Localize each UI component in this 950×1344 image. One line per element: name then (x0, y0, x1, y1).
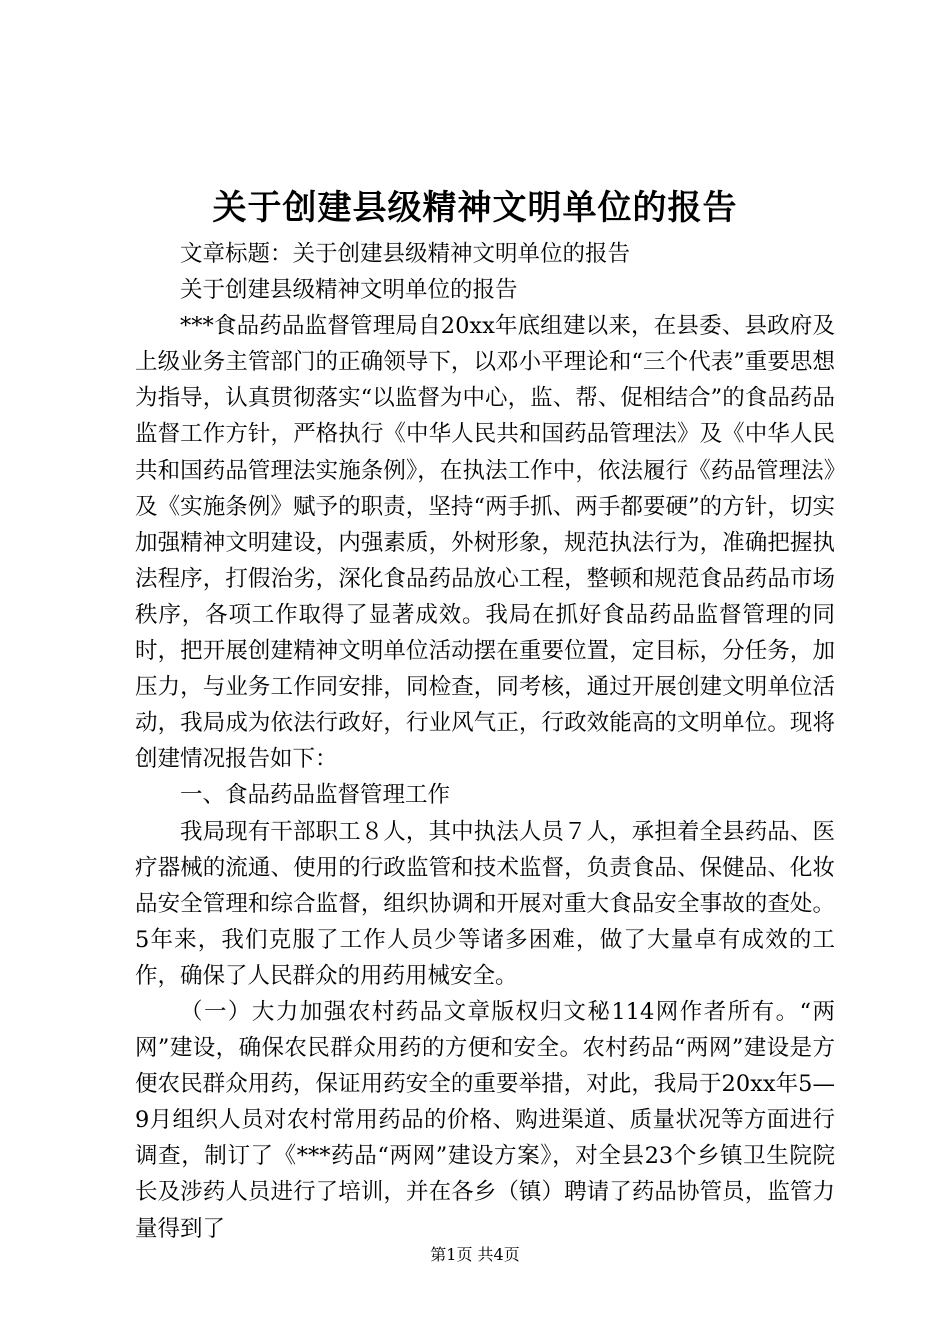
section-heading: 一、食品药品监督管理工作 (180, 782, 451, 809)
paragraph-staff: 我局现有干部职工８人，其中执法人员７人，承担着全县药品、医疗器械的流通、使用的行政监管和技术监督，负责食品、保健品、化妆品安全管理和综合监督，组织协调和开展对重大食品安全事故的查处。5年来，我们克服了工作人员少等诸多困难，做了大量卓有成效的工作，确保了人民群众的用药用械安全。 (135, 818, 835, 989)
page-footer: 第1页 共4页 (430, 1245, 520, 1264)
paragraph-intro: ***食品药品监督管理局自20xx年底组建以来，在县委、县政府及上级业务主管部门的正确领导下，以邓小平理论和“三个代表”重要思想为指导，认真贯彻落实“以监督为中心，监、帮、促相结合”的食品药品监督工作方针，严格执行《中华人民共和国药品管理法》及《中华人民共和国药品管理法实施条例》，在执法工作中，依法履行《药品管理法》及《实施条例》赋予的职责，坚持“两手抓、两手都要硬”的方针，切实加强精神文明建设，内强素质，外树形象，规范执法行为，准确把握执法程序，打假治劣，深化食品药品放心工程，整顿和规范食品药品市场秩序，各项工作取得了显著成效。我局在抓好食品药品监督管理的同时，把开展创建精神文明单位活动摆在重要位置，定目标，分任务，加压力，与业务工作同安排，同检查，同考核，通过开展创建文明单位活动，我局成为依法行政好，行业风气正，行政效能高的文明单位。现将创建情况报告如下： (135, 313, 835, 773)
paragraph-two-networks: （一）大力加强农村药品文章版权归文秘114网作者所有。“两网”建设，确保农民群众用药的方便和安全。农村药品“两网”建设是方便农民群众用药，保证用药安全的重要举措，对此，我局于20xx年5—9月组织人员对农村常用药品的价格、购进渠道、质量状况等方面进行调查，制订了《***药品“两网”建设方案》，对全县23个乡镇卫生院院长及涉药人员进行了培训，并在各乡（镇）聘请了药品协管员，监管力量得到了 (135, 998, 835, 1242)
document-title: 关于创建县级精神文明单位的报告 (212, 188, 738, 228)
report-heading: 关于创建县级精神文明单位的报告 (180, 277, 518, 304)
document-body (135, 236, 835, 1247)
article-title-line: 文章标题：关于创建县级精神文明单位的报告 (180, 241, 631, 267)
